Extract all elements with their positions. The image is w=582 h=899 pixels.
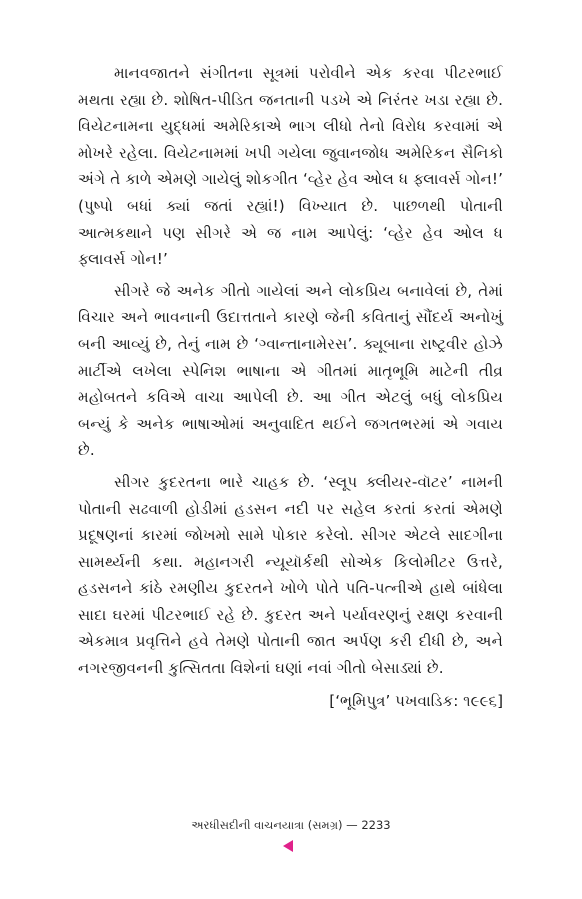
left-triangle-icon[interactable] (283, 840, 293, 852)
paragraph: માનવજાતને સંગીતના સૂત્રમાં પરોવીને એક કરવા પીટરભાઈ મથતા રહ્યા છે. શોષિત-પીડિત જનતાની પડખે એ નિરંતર ખડા રહ્યા છે. વિયેટનામના યુદ્ધમાં અમેરિકાએ ભાગ લીધો તેનો વિરોધ કરવામાં એ મોખરે રહેલા. વિયેટનામમાં ખપી ગયેલા જુવાનજોધ અમેરિકન સૈનિકો અંગે તે કાળે એમણે ગાયેલું શોકગીત ‘વ્હેર હેવ ઓલ ધ ફ્લાવર્સ ગોન!’ (પુષ્પો બધાં ક્યાં જતાં રહ્યાં!) વિખ્યાત છે. પાછળથી પોતાની આત્મકથાને પણ સીગરે એ જ નામ આપેલું: ‘વ્હેર હેવ ઓલ ધ ફ્લાવર્સ ગોન!’ (78, 64, 503, 269)
paragraph: સીગર કુદરતના ભારે ચાહક છે. ‘સ્લૂપ ક્લીયર-વૉટર’ નામની પોતાની સઢવાળી હોડીમાં હડસન નદી પર સહેલ કરતાં કરતાં એમણે પ્રદૂષણનાં કારમાં જોખમો સામે પોકાર કરેલો. સીગર એટલે સાદગીના સામર્થ્યની કથા. મહાનગરી ન્યૂયૉર્કથી સોએક કિલોમીટર ઉત્તરે, હડસનને કાંઠે રમણીય કુદરતને ખોળે પોતે પતિ-પત્નીએ હાથે બાંધેલા સાદા ઘરમાં પીટરભાઈ રહે છે. કુદરત અને પર્યાવરણનું રક્ષણ કરવાની એકમાત્ર પ્રવૃત્તિને હવે તેમણે પોતાની જાત અર્પણ કરી દીધી છે, અને નગરજીવનની કુત્સિતતા વિશેનાં ઘણાં નવાં ગીતો બેસાડ્યાં છે. (78, 472, 503, 678)
source-citation: [‘ભૂમિપુત્ર’ પખવાડિક: ૧૯૯૬] (329, 691, 503, 710)
paragraph: સીગરે જે અનેક ગીતો ગાયેલાં અને લોકપ્રિય બનાવેલાં છે, તેમાં વિચાર અને ભાવનાની ઉદાત્તતાને કારણે જેની કવિતાનું સૌંદર્ય અનોખું બની આવ્યું છે, તેનું નામ છે ‘ગ્વાન્તાનામેરસ’. ક્યૂબાના રાષ્ટ્રવીર હોઝે માર્ટીએ લખેલા સ્પેનિશ ભાષાના એ ગીતમાં માતૃભૂમિ માટેની તીવ્ર મહોબતને કવિએ વાચા આપેલી છે. આ ગીત એટલું બધું લોકપ્રિય બન્યું કે અનેક ભાષાઓમાં અનુવાદિત થઈને જગતભરમાં એ ગવાય છે. (78, 281, 503, 460)
article-body (78, 60, 503, 714)
page-footer: અરધીસદીની વાચનયાત્રા (સમગ્ર) — 2233 (191, 818, 391, 832)
